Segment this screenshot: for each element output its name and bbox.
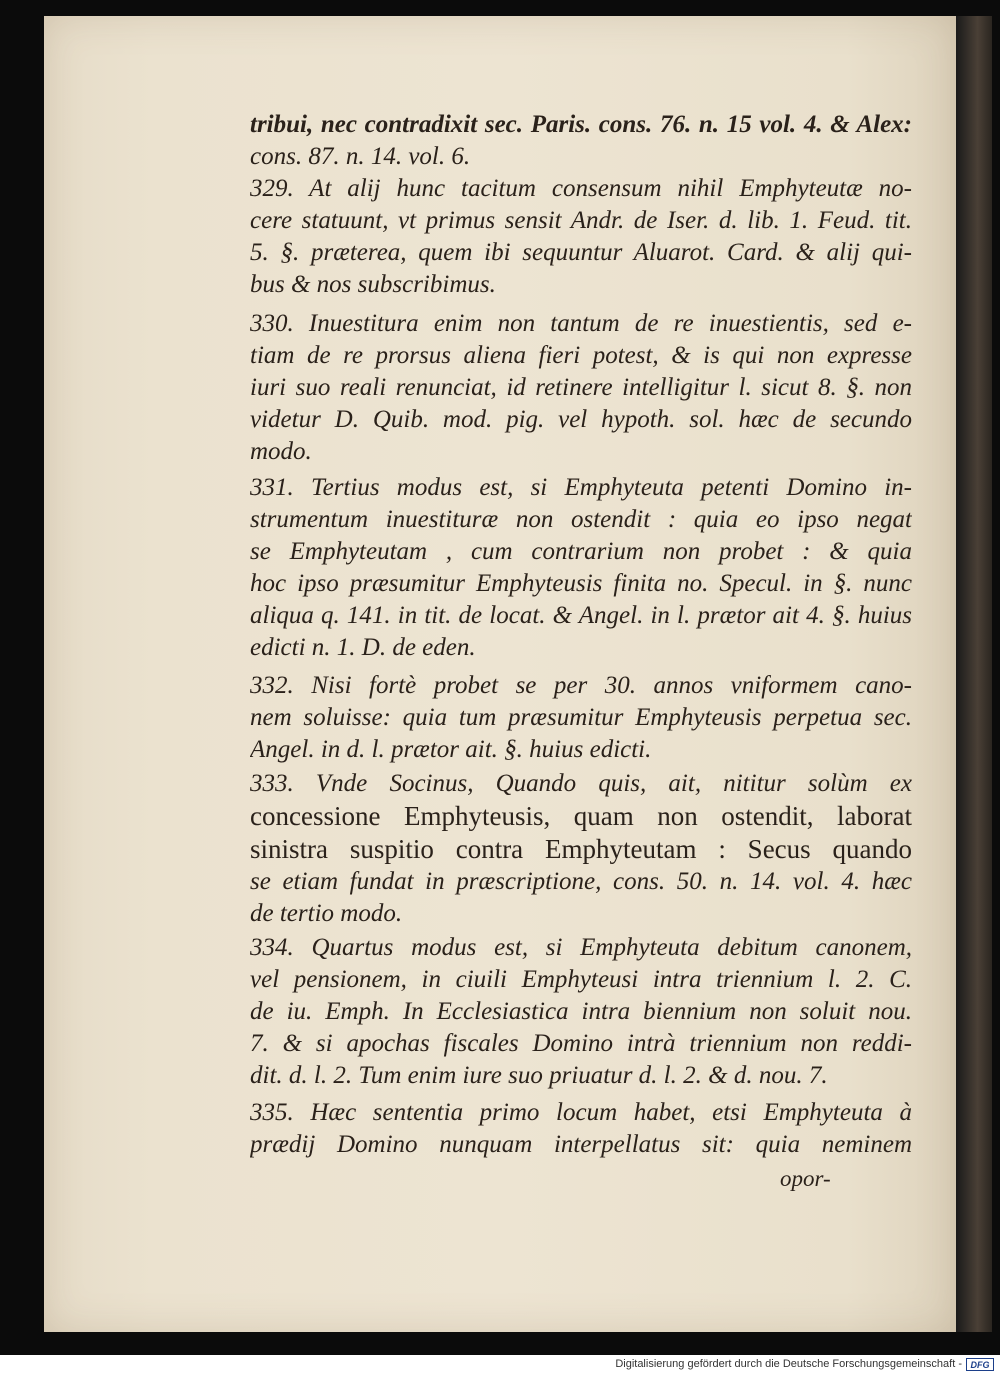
- text-line: edicti n. 1. D. de eden.: [250, 634, 476, 661]
- text-line: se etiam fundat in præscriptione, cons. 50. n. 14. vol. 4. hæc: [250, 868, 912, 895]
- text-line: 331. Tertius modus est, si Emphyteuta petenti Domino in-: [250, 474, 912, 501]
- text-line: dit. d. l. 2. Tum enim iure suo priuatur d. l. 2. & d. nou. 7.: [250, 1062, 828, 1089]
- text-line: 330. Inuestitura enim non tantum de re inuestientis, sed e-: [250, 310, 912, 337]
- text-line: tribui, nec contradixit sec. Paris. cons. 76. n. 15 vol. 4. & Alex:: [250, 111, 912, 138]
- text-line: iuri suo reali renunciat, id retinere intelligitur l. sicut 8. §. non: [250, 374, 912, 401]
- text-line: se Emphyteutam , cum contrarium non probet : & quia: [250, 538, 912, 565]
- footer-bar: [0, 1355, 1000, 1374]
- text-line: prædij Domino nunquam interpellatus sit: quia neminem: [250, 1131, 912, 1158]
- text-line: Angel. in d. l. prætor ait. §. huius edicti.: [250, 736, 652, 763]
- text-line: 334. Quartus modus est, si Emphyteuta debitum canonem,: [250, 934, 912, 961]
- text-line: tiam de re prorsus aliena fieri potest, & is qui non expresse: [250, 342, 912, 369]
- text-line: aliqua q. 141. in tit. de locat. & Angel. in l. prætor ait 4. §. huius: [250, 602, 912, 629]
- text-line: 329. At alij hunc tacitum consensum nihil Emphyteutæ no-: [250, 175, 912, 202]
- text-line: 333. Vnde Socinus, Quando quis, ait, nititur solùm ex: [250, 770, 912, 797]
- text-line: concessione Emphyteusis, quam non ostendit, laborat: [250, 801, 912, 831]
- text-line: videtur D. Quib. mod. pig. vel hypoth. sol. hæc de secundo: [250, 406, 912, 433]
- text-line: cons. 87. n. 14. vol. 6.: [250, 143, 471, 170]
- text-line: 5. §. præterea, quem ibi sequuntur Aluarot. Card. & alij qui-: [250, 239, 912, 266]
- text-line: hoc ipso præsumitur Emphyteusis finita no. Specul. in §. nunc: [250, 570, 912, 597]
- dfg-logo: DFG: [966, 1358, 994, 1371]
- text-line: strumentum inuestituræ non ostendit : quia eo ipso negat: [250, 506, 912, 533]
- text-line: 332. Nisi fortè probet se per 30. annos vniformem cano-: [250, 672, 912, 699]
- text-line: cere statuunt, vt primus sensit Andr. de Iser. d. lib. 1. Feud. tit.: [250, 207, 912, 234]
- text-line: modo.: [250, 438, 312, 465]
- text-line: 335. Hæc sententia primo locum habet, etsi Emphyteuta à: [250, 1099, 912, 1126]
- text-line: de tertio modo.: [250, 900, 403, 927]
- catchword: opor-: [780, 1166, 831, 1191]
- text-line: bus & nos subscribimus.: [250, 271, 496, 298]
- text-line: 7. & si apochas fiscales Domino intrà triennium non reddi-: [250, 1030, 912, 1057]
- funding-notice: Digitalisierung gefördert durch die Deutsche Forschungsgemeinschaft -: [615, 1358, 962, 1370]
- text-line: vel pensionem, in ciuili Emphyteusi intra triennium l. 2. C.: [250, 966, 912, 993]
- text-line: nem soluisse: quia tum præsumitur Emphyteusis perpetua sec.: [250, 704, 912, 731]
- text-line: sinistra suspitio contra Emphyteutam : Secus quando: [250, 834, 912, 864]
- page-edge: [956, 16, 992, 1332]
- text-line: de iu. Emph. In Ecclesiastica intra biennium non soluit nou.: [250, 998, 912, 1025]
